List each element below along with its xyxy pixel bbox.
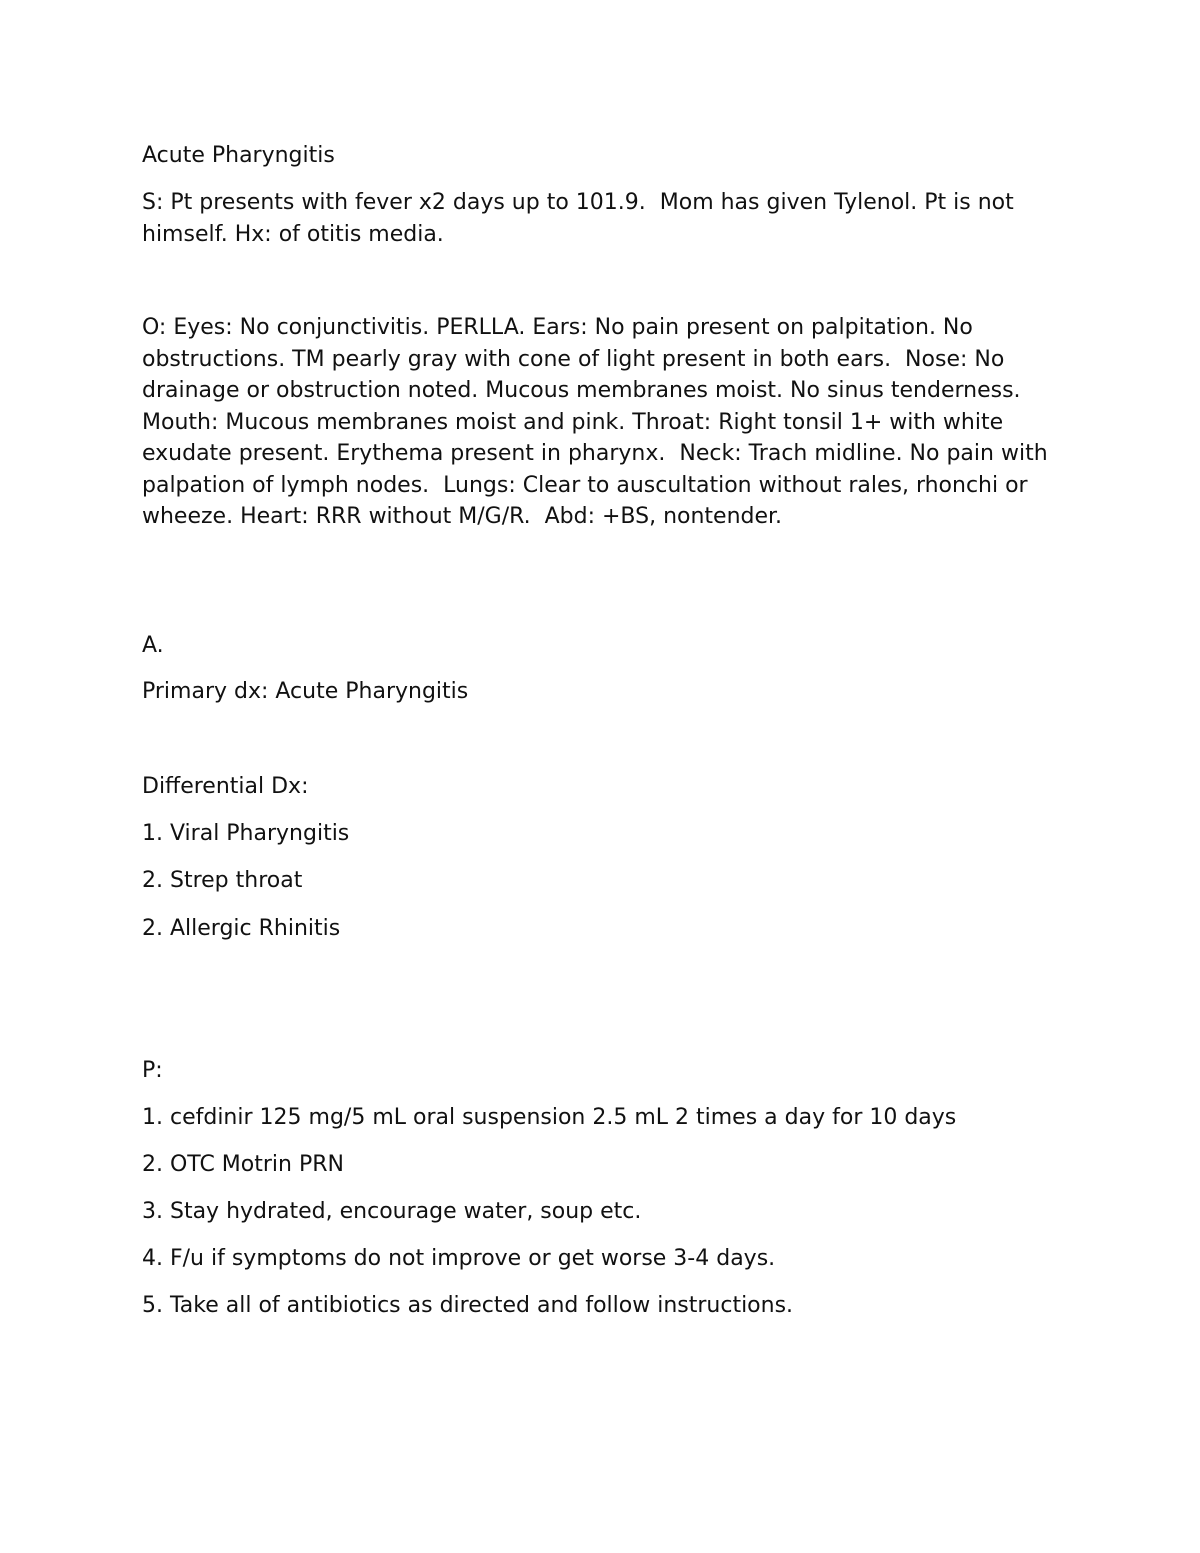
differential-item: 2. Strep throat xyxy=(142,868,303,893)
plan-heading: P: xyxy=(142,1058,163,1083)
plan-item: 5. Take all of antibiotics as directed and follow instructions. xyxy=(142,1293,794,1318)
plan-item: 2. OTC Motrin PRN xyxy=(142,1152,344,1177)
differential-item: 1. Viral Pharyngitis xyxy=(142,821,350,846)
plan-item: 4. F/u if symptoms do not improve or get worse 3-4 days. xyxy=(142,1246,776,1271)
primary-diagnosis: Primary dx: Acute Pharyngitis xyxy=(142,679,469,704)
assessment-heading: A. xyxy=(142,633,164,658)
plan-item: 3. Stay hydrated, encourage water, soup etc. xyxy=(142,1199,642,1224)
subjective-section: S: Pt presents with fever x2 days up to 101.9. Mom has given Tylenol. Pt is not himself. Hx: of otitis media. xyxy=(142,190,1021,247)
objective-section: O: Eyes: No conjunctivitis. PERLLA. Ears: No pain present on palpitation. No obstructions. TM pearly gray with cone of light present in both ears. Nose: No drainage or obstruction noted. Mucous membranes moist. No sinus tenderness. Mouth: Mucous membranes moist and pink. Throat: Right tonsil 1+ with white exudate present. Erythema present in pharynx. Neck: Trach midline. No pain with palpation of lymph nodes. Lungs: Clear to auscultation without rales, rhonchi or wheeze. Heart: RRR without M/G/R. Abd: +BS, nontender. xyxy=(142,315,1055,529)
differential-heading: Differential Dx: xyxy=(142,774,309,799)
differential-item: 2. Allergic Rhinitis xyxy=(142,916,341,941)
document-title: Acute Pharyngitis xyxy=(142,143,335,168)
plan-item: 1. cefdinir 125 mg/5 mL oral suspension 2.5 mL 2 times a day for 10 days xyxy=(142,1105,957,1130)
